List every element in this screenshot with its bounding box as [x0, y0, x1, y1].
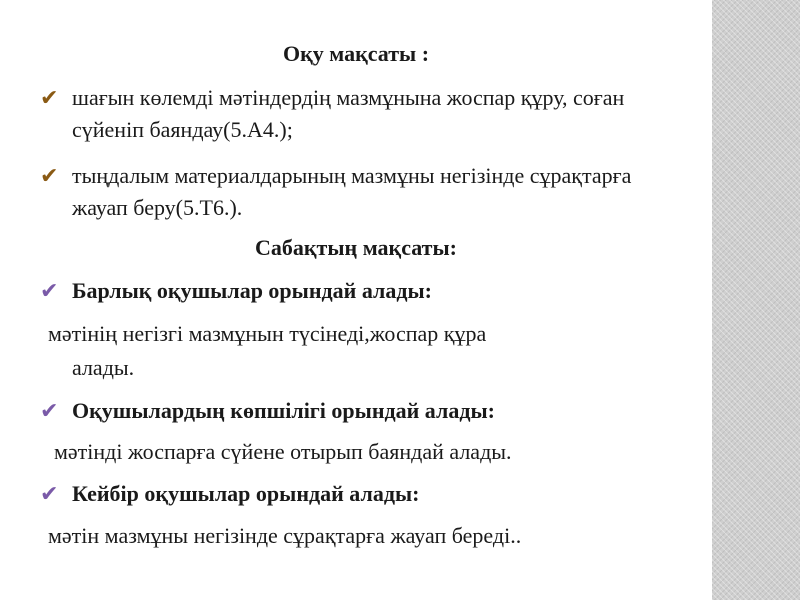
decorative-side-band — [712, 0, 800, 600]
level-item-2 — [40, 395, 672, 427]
check-mark-icon: ✔ — [40, 163, 59, 188]
level-description-1: мәтінің негізгі мазмұнын түсінеді,жоспар құра — [48, 321, 487, 346]
level-item-3 — [40, 478, 672, 510]
check-mark-icon: ✔ — [40, 398, 59, 423]
level-description-2: мәтінді жоспарға сүйене отырып баяндай алады. — [54, 439, 512, 464]
level-item-1 — [40, 275, 672, 307]
level-label-3: Кейбір оқушылар орындай алады: — [72, 481, 420, 506]
level-description-3: мәтін мазмұны негізінде сұрақтарға жауап береді.. — [48, 523, 522, 548]
level-label-2: Оқушылардың көпшілігі орындай алады: — [72, 398, 495, 423]
heading-lesson-objectives: Сабақтың мақсаты: — [254, 235, 457, 260]
objective-item-2 — [40, 160, 672, 225]
level-description-1-continued: алады. — [72, 355, 135, 380]
check-mark-icon: ✔ — [40, 85, 59, 110]
check-mark-icon: ✔ — [40, 481, 59, 506]
objective-text-1: шағын көлемді мәтіндердің мазмұнына жоспар құру, соған сүйеніп баяндау(5.А4.); — [72, 85, 625, 143]
objective-text-2: тыңдалым материалдарының мазмұны негізінде сұрақтарға жауап беру(5.Т6.). — [72, 163, 632, 221]
check-mark-icon: ✔ — [40, 278, 59, 303]
heading-learning-objectives: Оқу мақсаты : — [282, 41, 430, 66]
objective-item-1 — [40, 82, 672, 147]
level-label-1: Барлық оқушылар орындай алады: — [72, 278, 432, 303]
